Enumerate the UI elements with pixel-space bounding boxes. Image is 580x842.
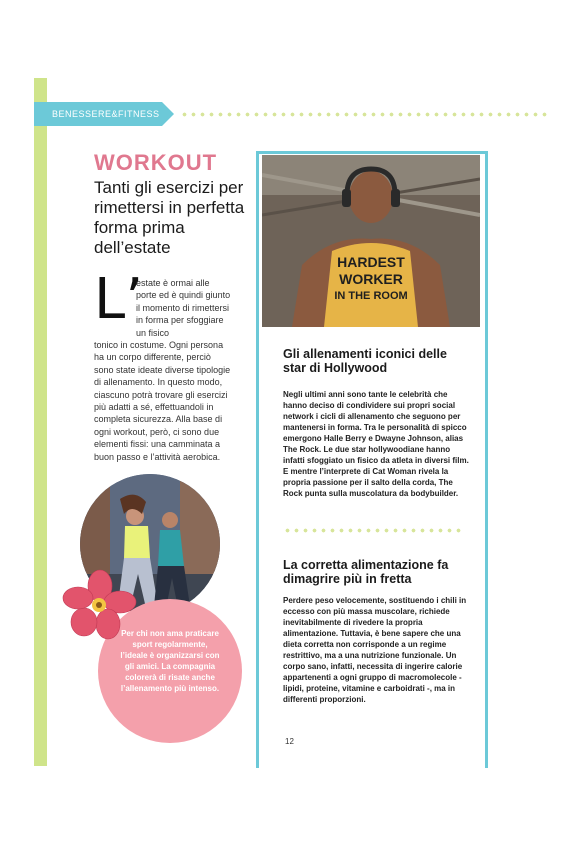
callout-text: Per chi non ama praticare sport regolarmente, l’ideale è organizzarsi con gli amici. La compagnia colorerà di risate anche l’allenamento più intenso. (120, 629, 220, 693)
intro-text-part2: tonico in costume. Ogni persona ha un corpo differente, perciò sono state ideate diverse tipologie di allenamento. In questo modo, ciascuno potrà trovare gli esercizi più adatti a sé, effettuandoli in completa sicurezza. Alla base di ogni workout, però, ci sono due elementi fissi: una camminata a buon passo e l’attività aerobica. (94, 340, 231, 462)
drop-cap: L’ (94, 267, 143, 332)
section1-text: Negli ultimi anni sono tante le celebrità che hanno deciso di condividere sui propri social network i cicli di allenamento che seguono per mantenersi in forma. Tra le personalità di spicco emergono Halle Berry e Dwayne Johnson, alias The Rock. Le due star hollywoodiane hanno infatti sfoggiato un fisico da atleta in diversi film. E mentre l’interprete di Cat Woman rivela la propria passione per il salto della corda, The Rock punta sulla muscolatura da bodybuilder. (283, 390, 469, 498)
flower-icon (62, 568, 138, 647)
page-number: 12 (285, 737, 294, 746)
section1-title: Gli allenamenti iconici delle star di Hollywood (283, 347, 447, 375)
dotted-divider-top (180, 112, 550, 117)
section2-text: Perdere peso velocemente, sostituendo i chili in eccesso con più massa muscolare, richiede inevitabilmente di rivedere la propria alimentazione. Tuttavia, è bene sapere che una dieta corretta non corrisponde a un regime restrittivo, ma a una nutrizione funzionale. Un corpo sano, infatti, necessita di ingerire calorie appartenenti a ogni gruppo di macromolecole - lipidi, proteine, vitamine e carboidrati -, ma in differenti proporzioni. (283, 596, 467, 704)
section-tab-label: BENESSERE&FITNESS (52, 109, 160, 119)
shirt-text-line2: WORKER (339, 271, 403, 287)
intro-text-part1: estate è ormai alle porte ed è quindi giunto il momento di rimettersi in forma per sfoggiare un fisico (136, 278, 231, 338)
article-kicker: WORKOUT (94, 150, 218, 175)
dotted-divider-middle (283, 528, 463, 533)
green-side-bar (34, 78, 47, 766)
shirt-text-line3: IN THE ROOM (334, 290, 408, 302)
shirt-text-line1: HARDEST (337, 254, 405, 270)
article-headline: Tanti gli esercizi per rimettersi in perfetta forma prima dell’estate (94, 178, 245, 257)
section2-title: La corretta alimentazione fa dimagrire più in fretta (283, 558, 449, 586)
athlete-photo (262, 155, 480, 327)
